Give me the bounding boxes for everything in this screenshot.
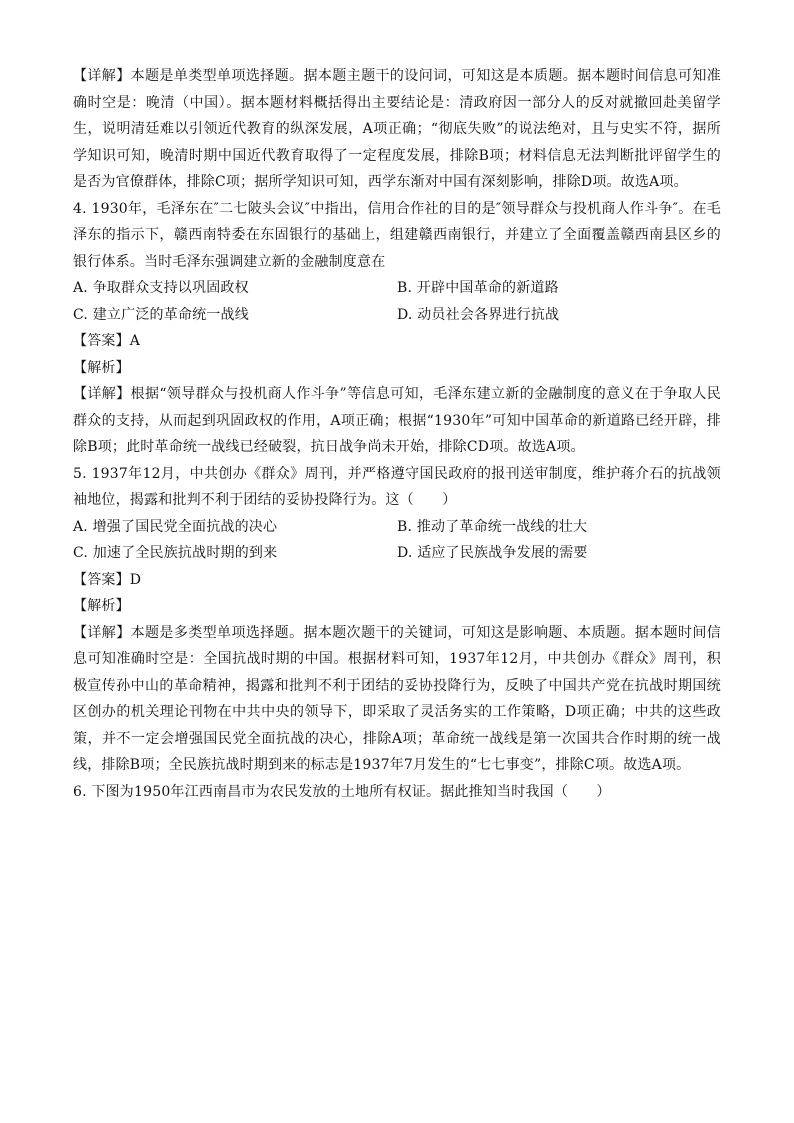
q4-detail: 【详解】根据“领导群众与投机商人作斗争”等信息可知，毛泽东建立新的金融制度的意义在于争取人民群众的支持，从而起到巩固政权的作用，A项正确；根据“1930年”可知中国革命的新道路已经开辟，排除B项；此时革命统一战线已经破裂，抗日战争尚未开始，排除CD项。故选A项。: [73, 386, 721, 455]
question-5: [73, 461, 721, 779]
q4-option-b: B. 开辟中国革命的新道路: [397, 280, 559, 296]
q4-option-d: D. 动员社会各界进行抗战: [397, 306, 560, 323]
q3-detail-paragraph: 【详解】本题是单类型单项选择题。据本题主题干的设问词，可知这是本质题。据本题时间信息可知准确时空是：晚清（中国）。据本题材料概括得出主要结论是：清政府因一部分人的反对就撤回赴美留学生，说明清廷难以引领近代教育的纵深发展，A项正确；“彻底失败”的说法绝对，且与史实不符，据所学知识可知，晚清时期中国近代教育取得了一定程度发展，排除B项；材料信息无法判断批评留学生的是否为官僚群体，排除C项；据所学知识可知，西学东渐对中国有深刻影响，排除D项。故选A项。: [73, 68, 721, 190]
q5-option-a: A. 增强了国民党全面抗战的决心: [73, 518, 278, 535]
q5-answer: 【答案】D: [73, 571, 142, 588]
q5-option-b: B. 推动了革命统一战线的壮大: [397, 518, 588, 535]
q5-stem: 5. 1937年12月，中共创办《群众》周刊，并严格遵守国民政府的报刊送审制度，维护蒋介石的抗战领袖地位，揭露和批判不利于团结的妥协投降行为。这（ ）: [73, 465, 721, 508]
q6-stem: 6. 下图为1950年江西南昌市为农民发放的土地所有权证。据此推知当时我国（ ）: [73, 783, 611, 800]
q4-answer: 【答案】A: [73, 333, 141, 349]
q4-option-a: A. 争取群众支持以巩固政权: [73, 280, 249, 296]
q5-option-d: D. 适应了民族战争发展的需要: [397, 545, 588, 561]
q5-analysis-label: 【解析】: [73, 598, 130, 614]
q4-options: [73, 275, 721, 328]
q5-option-c: C. 加速了全民族抗战时期的到来: [73, 545, 278, 561]
q4-analysis-label: 【解析】: [73, 359, 130, 376]
q4-option-c: C. 建立广泛的革命统一战线: [73, 306, 249, 323]
question-4: [73, 196, 721, 461]
q5-detail: 【详解】本题是多类型单项选择题。据本题次题干的关键词，可知这是影响题、本质题。据本题时间信息可知准确时空是：全国抗战时期的中国。根据材料可知，1937年12月，中共创办《群众》周刊，积极宣传孙中山的革命精神，揭露和批判不利于团结的妥协投降行为，反映了中国共产党在抗战时期国统区创办的机关理论刊物在中共中央的领导下，即采取了灵活务实的工作策略，D项正确；中共的这些政策，并不一定会增强国民党全面抗战的决心，排除A项；革命统一战线是第一次国共合作时期的统一战线，排除B项；全民族抗战时期到来的标志是1937年7月发生的“七七事变”，排除C项。故选A项。: [73, 624, 721, 773]
document-page: [73, 63, 721, 805]
q4-stem: 4. 1930年，毛泽东在″二七陂头会议″中指出，信用合作社的目的是″领导群众与投机商人作斗争″。在毛泽东的指示下，赣西南特委在东固银行的基础上，组建赣西南银行，并建立了全面覆盖赣西南县区乡的银行体系。当时毛泽东强调建立新的金融制度意在: [73, 200, 721, 270]
question-6: [73, 779, 721, 806]
q5-options: [73, 514, 721, 567]
